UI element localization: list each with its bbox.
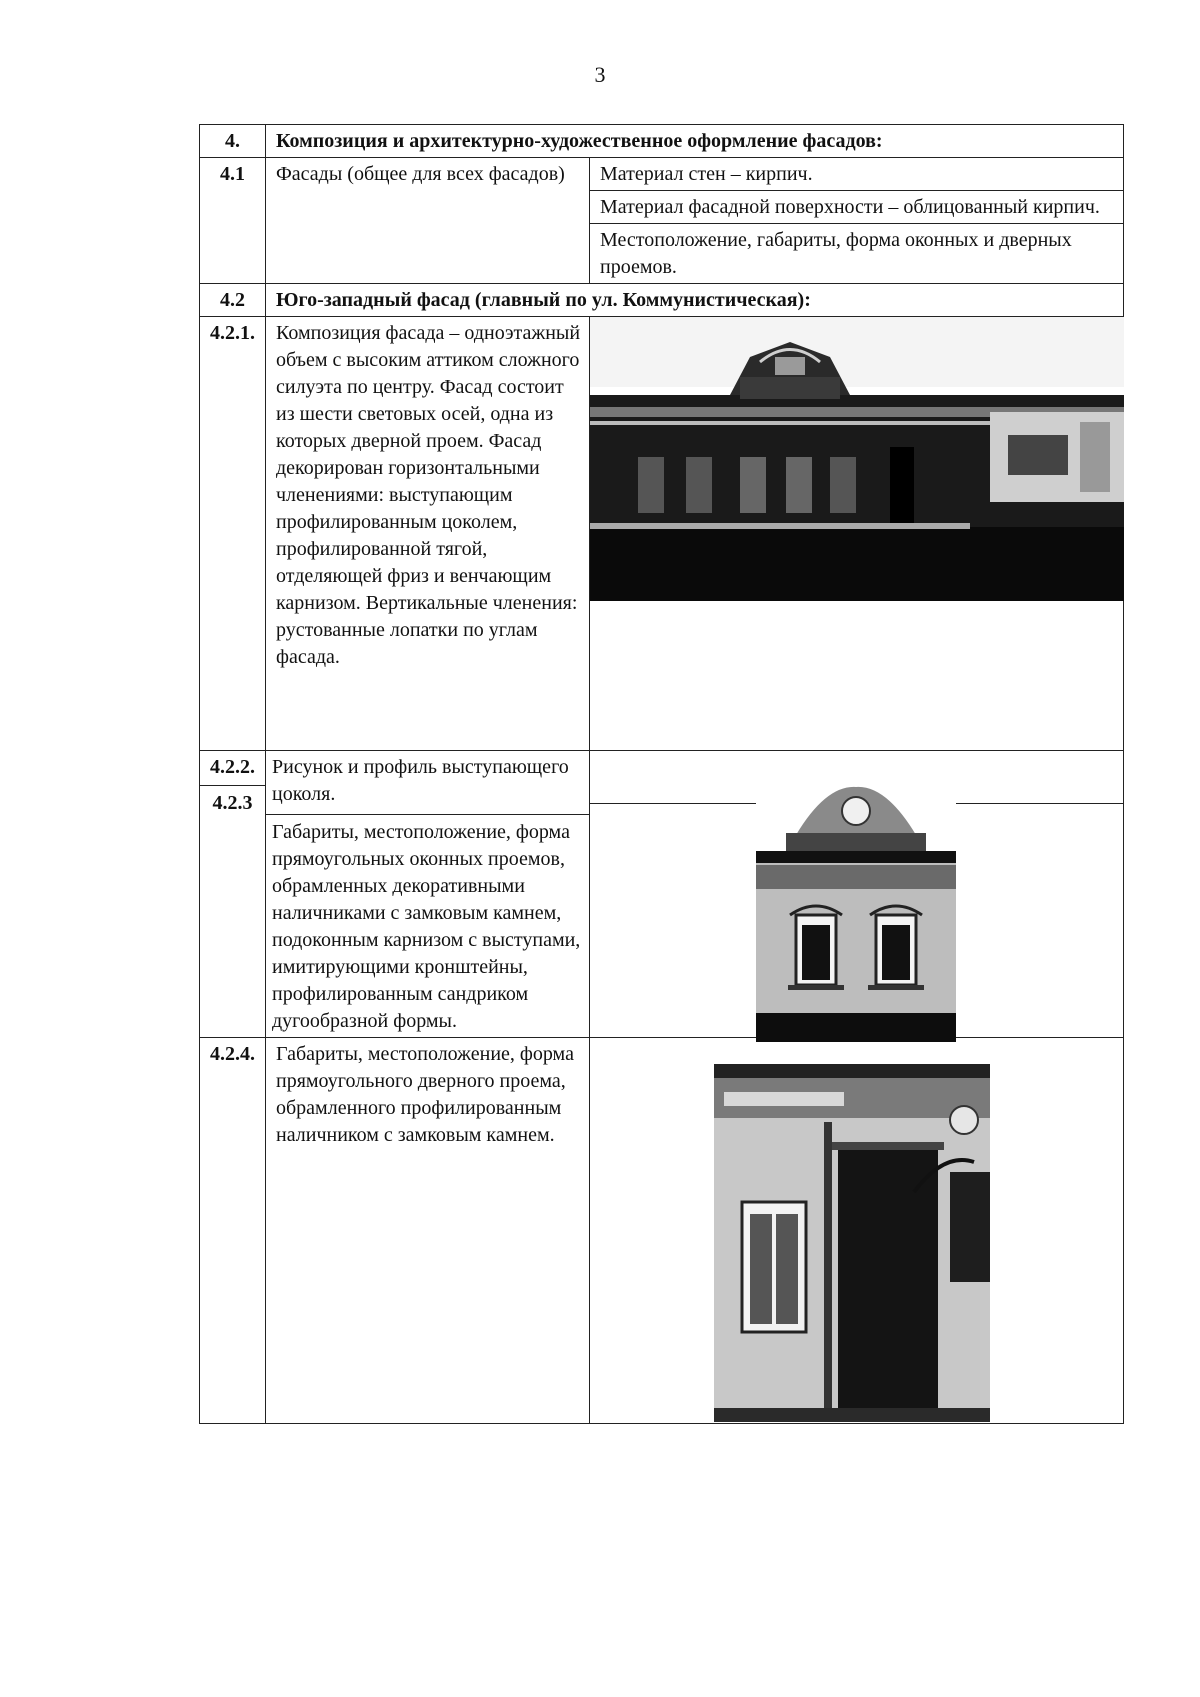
facade-description-table [199,124,1124,1424]
table-row-4-2 [200,284,1124,317]
row-description: Композиция фасада – одноэтажный объем с высоким аттиком сложного силуэта по центру. Фасад состоит из шести световых осей, одна из которых дверной проем. Фасад декорирован горизонтальными членениями: выступающим профилированным цоколем, профилированной тягой, отделяющей фриз и венчающим карнизом. Вертикальные членения: рустованные лопатки по углам фасада. [266,317,590,751]
photo-cell [590,751,1124,1038]
row-number: 4.2 [200,284,266,317]
row-label: Фасады (общее для всех фасадов) [266,158,590,284]
row-number: 4. [200,125,266,158]
list-item: Материал фасадной поверхности – облицованный кирпич. [590,191,1123,224]
section-title: Композиция и архитектурно-художественное оформление фасадов: [266,125,1124,158]
row-number-4-2-3: 4.2.3 [212,792,253,814]
row-description [266,751,590,1038]
table-row-4-2-1 [200,317,1124,751]
table-row-4 [200,125,1124,158]
table-row-4-2-2 [200,751,1124,1038]
list-item: Материал стен – кирпич. [590,158,1123,191]
row-number-4-2-2: 4.2.2. [210,756,255,778]
row-number: 4.2.4. [200,1038,266,1424]
building-facade-photo-icon [590,317,1124,601]
page-number: 3 [594,62,606,87]
material-list [590,158,1124,284]
list-item: Местоположение, габариты, форма оконных и дверных проемов. [600,229,1072,278]
table-row-4-1 [200,158,1124,284]
row-description-4-2-3: Габариты, местоположение, форма прямоугольных оконных проемов, обрамленных декоративными наличниками с замковым камнем, подоконным карнизом с выступами, имитирующими кронштейны, профилированным сандриком дугообразной формы. [272,821,581,1032]
door-detail-photo-icon [714,1042,990,1422]
row-description-4-2-2: Рисунок и профиль выступающего цоколя. [272,756,569,805]
row-description: Габариты, местоположение, форма прямоугольного дверного проема, обрамленного профилированным наличником с замковым камнем. [266,1038,590,1424]
photo-cell [590,317,1124,751]
row-number: 4.1 [200,158,266,284]
table-row-4-2-4 [200,1038,1124,1424]
row-number: 4.2.1. [200,317,266,751]
window-detail-photo-icon [756,775,956,1043]
photo-cell [590,1038,1124,1424]
section-title: Юго-западный фасад (главный по ул. Коммунистическая): [266,284,1124,317]
row-number [200,751,266,1038]
